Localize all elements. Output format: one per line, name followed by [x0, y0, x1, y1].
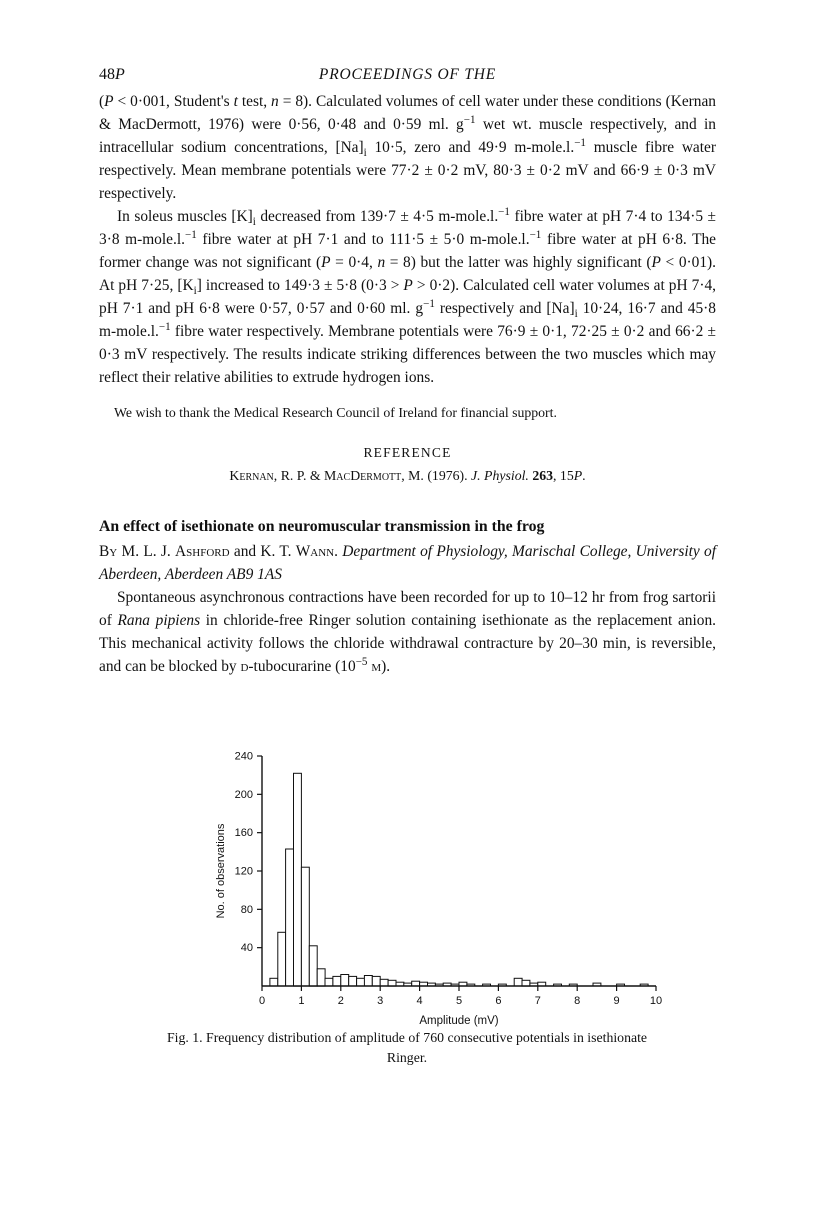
- svg-text:40: 40: [240, 942, 253, 955]
- svg-text:240: 240: [234, 750, 253, 763]
- svg-text:3: 3: [377, 995, 384, 1007]
- svg-text:2: 2: [337, 995, 344, 1007]
- svg-text:120: 120: [234, 865, 253, 878]
- reference-entry: Kernan, R. P. & MacDermott, M. (1976). J. Physiol. 263, 15P.: [229, 468, 586, 483]
- svg-text:1: 1: [298, 995, 305, 1007]
- communication-byline: By M. L. J. Ashford and K. T. Wann. Department of Physiology, Marischal College, University of Aberdeen, Aberdeen AB9 1AS: [99, 543, 717, 583]
- svg-text:Amplitude (mV): Amplitude (mV): [419, 1015, 499, 1027]
- reference-heading: REFERENCE: [363, 445, 452, 460]
- running-title: PROCEEDINGS OF THE: [318, 66, 497, 83]
- acknowledgment: We wish to thank the Medical Research Council of Ireland for financial support.: [114, 405, 557, 420]
- svg-text:No. of observations: No. of observations: [215, 823, 227, 919]
- communication-paragraph: Spontaneous asynchronous contractions have been recorded for up to 10–12 hr from frog sartorii of Rana pipiens in chloride-free Ringer solution containing isethionate as the replacement anion. This mechanical activity follows the chloride withdrawal contracture by 20–30 min, is reversible, and can be blocked by d-tubocurarine ($10^{-5}$ m).: [99, 589, 717, 675]
- figure-1: [212, 742, 664, 1030]
- text-column: [99, 66, 716, 678]
- svg-text:7: 7: [534, 995, 541, 1007]
- svg-text:0: 0: [258, 995, 266, 1007]
- svg-text:5: 5: [455, 995, 463, 1007]
- abstract-paragraph-1: (P < 0·001, Student's t test, n = 8). Calculated volumes of cell water under these conditions (Kernan & MacDermott, 1976) were 0·56, 0·48 and 0·59 ml. $g^{-1}$ wet wt. muscle respectively, and in intracellular sodium concentrations, $[Na]_i$ 10·5, zero and 49·9 m-mole.l.$^{-1}$ muscle fibre water respectively. Mean membrane potentials were 77·2 ± 0·2 mV, 80·3 ± 0·2 mV and 66·9 ± 0·3 mV respectively.: [99, 93, 716, 202]
- svg-text:8: 8: [574, 995, 581, 1007]
- abstract-paragraph-2: In soleus muscles $[K]_i$ decreased from 139·7 ± 4·5 m-mole.l.$^{-1}$ fibre water at pH 7·4 to 134·5 ± 3·8 m-mole.l.$^{-1}$ fibre water at pH 7·1 and to 111·5 ± 5·0 m-mole.l.$^{-1}$ fibre water at pH 6·8. The former change was not significant (P = 0·4, n = 8) but the latter was highly significant (P < 0·01). At pH 7·25, $[K_i]$ increased to 149·3 ± 5·8 (0·3 > P > 0·2). Calculated cell water volumes at pH 7·4, pH 7·1 and pH 6·8 were 0·57, 0·57 and 0·60 ml. $g^{-1}$ respectively and $[Na]_i$ 10·24, 16·7 and 45·8 m-mole.l.$^{-1}$ fibre water respectively. Membrane potentials were 76·9 ± 0·1, 72·25 ± 0·2 and 66·2 ± 0·3 mV respectively. The results indicate striking differences between the two muscles which may reflect their relative abilities to extrude hydrogen ions.: [99, 205, 717, 386]
- svg-text:200: 200: [234, 788, 253, 801]
- svg-text:160: 160: [234, 827, 253, 840]
- svg-text:6: 6: [495, 995, 502, 1007]
- page-header: [99, 66, 716, 84]
- svg-text:10: 10: [649, 995, 663, 1007]
- svg-text:9: 9: [613, 995, 620, 1007]
- svg-text:80: 80: [240, 903, 253, 916]
- page-number: 48P: [99, 66, 125, 83]
- histogram-chart: [212, 742, 664, 1030]
- figure-1-caption: Fig. 1. Frequency distribution of amplitude of 760 consecutive potentials in isethionate Ringer.: [166, 1030, 648, 1065]
- communication-title: An effect of isethionate on neuromuscular transmission in the frog: [99, 518, 545, 535]
- svg-text:4: 4: [416, 995, 423, 1007]
